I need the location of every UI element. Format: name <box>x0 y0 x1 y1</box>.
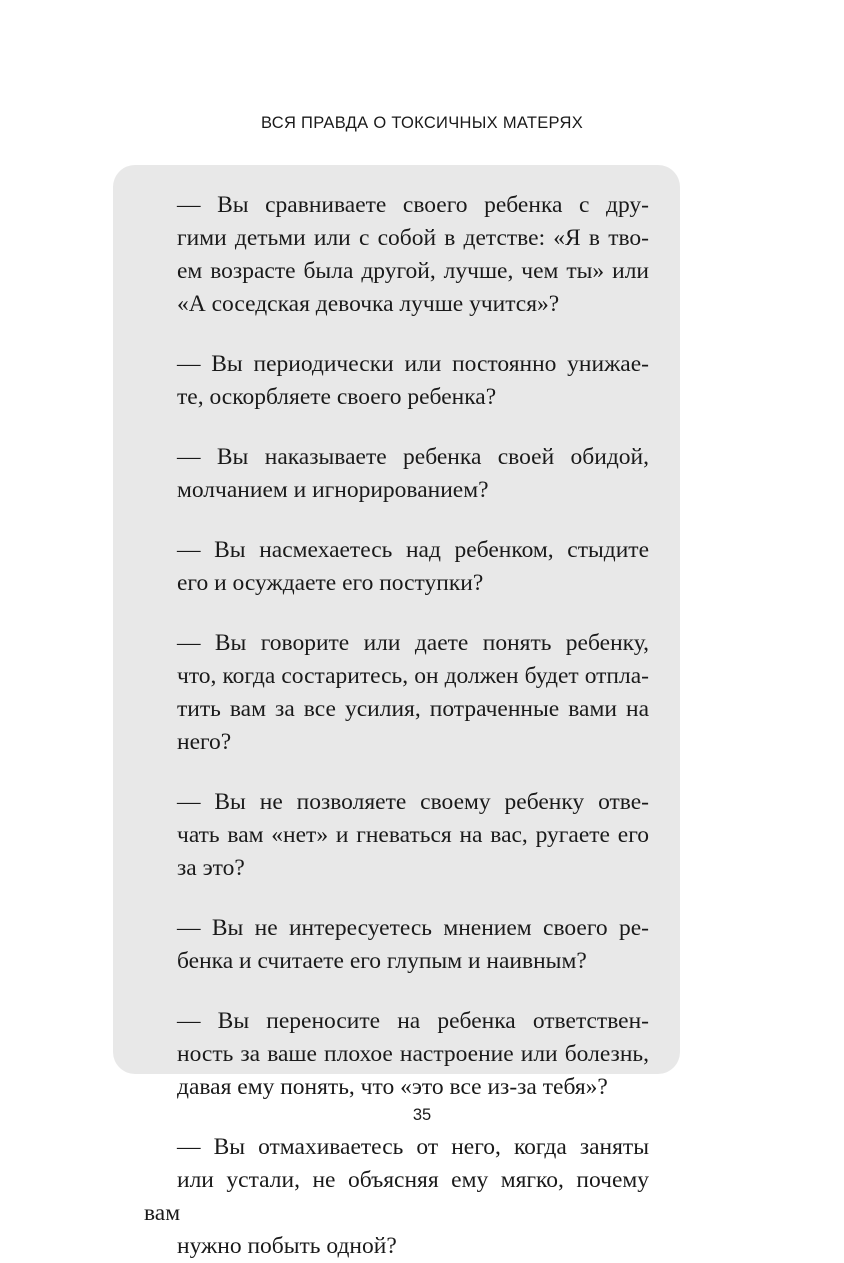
text-line: за это? <box>177 855 245 881</box>
text-line: давая ему понять, что «это все из-за тебя»? <box>177 1074 608 1100</box>
text-line: нужно побыть одной? <box>177 1233 397 1259</box>
running-header: ВСЯ ПРАВДА О ТОКСИЧНЫХ МАТЕРЯХ <box>260 114 584 132</box>
text-line: — Вы не интересуетесь мнением своего ре- <box>177 915 649 941</box>
text-line: ем возрасте была другой, лучше, чем ты» или <box>177 258 649 284</box>
text-line: бенка и считаете его глупым и наивным? <box>177 948 587 974</box>
text-line: что, когда состаритесь, он должен будет отпла- <box>177 663 649 689</box>
text-line: — Вы периодически или постоянно унижае- <box>177 351 649 377</box>
text-line: него? <box>177 729 232 755</box>
paragraph-7 <box>144 912 649 978</box>
text-line: ность за ваше плохое настроение или болезнь, <box>177 1041 649 1067</box>
text-line: — Вы насмехаетесь над ребенком, стыдите <box>177 537 649 563</box>
text-line: — Вы наказываете ребенка своей обидой, <box>177 444 649 470</box>
page-number: 35 <box>412 1106 432 1124</box>
paragraph-8 <box>144 1005 649 1104</box>
text-line: «А соседская девочка лучше учится»? <box>177 291 560 317</box>
text-line: — Вы не позволяете своему ребенку отве- <box>177 789 649 815</box>
text-line: — Вы сравниваете своего ребенка с дру- <box>177 192 649 218</box>
paragraph-2 <box>144 348 649 414</box>
text-line: молчанием и игнорированием? <box>177 477 489 503</box>
text-line: те, оскорбляете своего ребенка? <box>177 384 497 410</box>
paragraph-9 <box>144 1131 649 1263</box>
text-line: его и осуждаете его поступки? <box>177 570 484 596</box>
text-line: гими детьми или с собой в детстве: «Я в тво- <box>177 225 649 251</box>
paragraph-5 <box>144 627 649 759</box>
text-line: или устали, не объясняя ему мягко, почему вам <box>144 1167 649 1226</box>
text-line: — Вы переносите на ребенка ответствен- <box>177 1008 649 1034</box>
text-line: — Вы говорите или даете понять ребенку, <box>177 630 649 656</box>
paragraph-4 <box>144 534 649 600</box>
text-line: тить вам за все усилия, потраченные вами на <box>177 696 649 722</box>
text-line: — Вы отмахиваетесь от него, когда заняты <box>177 1134 649 1160</box>
text-line: чать вам «нет» и гневаться на вас, ругаете его <box>177 822 649 848</box>
paragraph-1 <box>144 189 649 321</box>
paragraph-3 <box>144 441 649 507</box>
paragraph-6 <box>144 786 649 885</box>
